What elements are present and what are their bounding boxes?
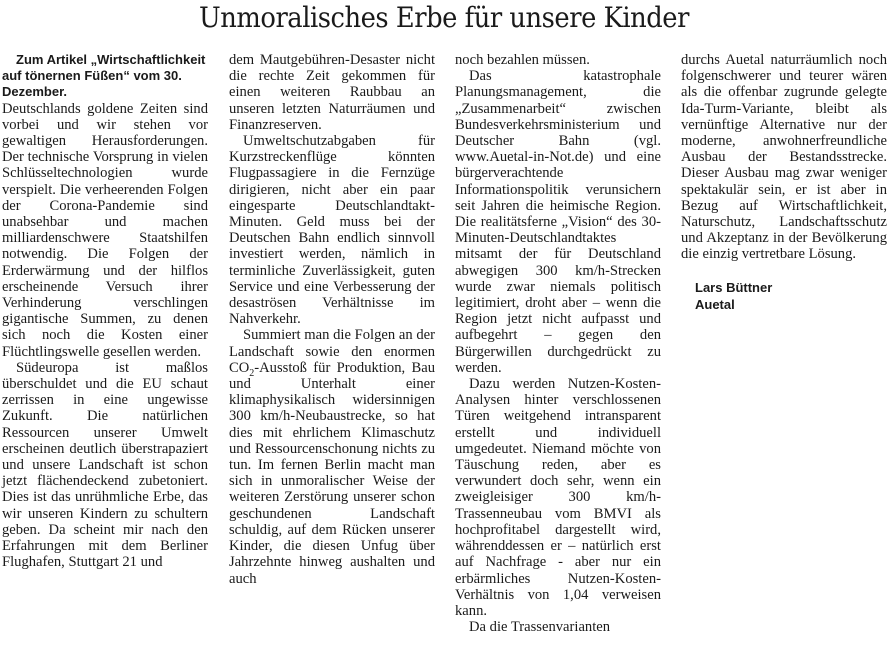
author-signature	[681, 279, 887, 313]
text-run: -Ausstoß für Produktion, Bau und Unterhalt einer klimaphysikalisch widersinnigen 300 km/h-Neubaustrecke, so hat dies mit ehrlichem Klimaschutz und Ressourcenschonung nichts zu tun. Im fernen Berlin macht man sich in unmoralischer Weise der weiteren Zerstörung unserer schon geschundenen Landschaft schuldig, auf dem Rücken unserer Kinder, die diesen Unfug über Jahrzehnte hinweg aushalten und auch	[229, 359, 435, 587]
headline: Unmoralisches Erbe für unsere Kinder	[199, 1, 689, 34]
author-place: Auetal	[695, 296, 735, 312]
lead-reference: Zum Artikel „Wirtschaftlichkeit auf tönernen Füßen“ vom 30. Dezember.	[2, 52, 206, 100]
text-run: Summiert man die Folgen an der Landschaft sowie den enormen CO	[229, 327, 435, 376]
column-3	[455, 52, 661, 635]
paragraph: durchs Auetal naturräumlich noch folgenschwerer und teurer wären als die offenbar zugrunde gelegte Ida-Turm-Variante, bleibt als vernünftige Alternative nur der moderne, anwohnerfreundliche Ausbau der Bestandsstrecke. Dieser Ausbau mag zwar weniger spektakulär sein, er ist aber in Bezug auf Wirtschaftlichkeit, Naturschutz, Landschaftsschutz und Akzeptanz in der Bevölkerung die einzig vertretbare Lösung.	[681, 52, 887, 263]
paragraph: Deutschlands goldene Zeiten sind vorbei und wir stehen vor gewaltigen Herausforderungen. Der technische Vorsprung in vielen Schlüsseltechnologien wurde verspielt. Die verheerenden Folgen der Corona-Pandemie sind unabsehbar und machen milliardenschwere Staatshilfen notwendig. Die Folgen der Erderwärmung und der hilflos erscheinende Versuch ihrer Verhinderung verschlingen gigantische Summen, zu denen sich noch die Kosten einer Flüchtlingswelle gesellen werden.	[2, 100, 208, 360]
paragraph: Da die Trassenvarianten	[469, 619, 611, 636]
column-1	[2, 52, 208, 571]
paragraph: Dazu werden Nutzen-Kosten-Analysen hinter verschlossenen Türen weitgehend intransparent erstellt und individuell umgedeutet. Niemand möchte von Täuschung reden, aber es verwundert doch sehr, wenn ein zweigleisiger 300 km/h-Trassenneubau vom BMVI als hochprofitabel dargestellt wird, währenddessen er – natürlich erst auf Nachfrage - aber nur ein erbärmliches Nutzen-Kosten-Verhältnis von 1,04 verweisen kann.	[455, 376, 661, 619]
column-2	[229, 52, 435, 587]
paragraph: Südeuropa ist maßlos überschuldet und die EU schaut zerrissen in eine ungewisse Zukunft. Die natürlichen Ressourcen unserer Umwelt erscheinen deutlich überstrapaziert und unsere Landschaft ist schon jetzt flächendeckend zubetoniert. Dies ist das unrühmliche Erbe, das wir unseren Kindern zu schultern geben. Da scheint mir nach den Erfahrungen mit dem Berliner Flughafen, Stuttgart 21 und	[2, 359, 208, 571]
paragraph	[229, 327, 435, 586]
paragraph: Umweltschutzabgaben für Kurzstreckenflüge könnten Flugpassagiere in die Fernzüge dirigieren, nicht aber ein paar eingesparte Deutschlandtakt-Minuten. Geld muss bei der Deutschen Bahn endlich sinnvoll investiert werden, nämlich in terminliche Zuverlässigkeit, guten Service und eine Verbesserung der desaströsen Verhältnisse im Nahverkehr.	[229, 133, 435, 328]
subscript-two: 2	[249, 367, 255, 379]
author-name: Lars Büttner	[695, 279, 773, 295]
paragraph: noch bezahlen müssen.	[455, 52, 590, 68]
paragraph: dem Mautgebühren-Desaster nicht die rechte Zeit gekommen für einen weiteren Raubbau an unseren letzten Naturräumen und Finanzreserven.	[229, 52, 435, 133]
column-4	[681, 52, 887, 313]
paragraph: Das katastrophale Planungsmanagement, die „Zusammenarbeit“ zwischen Bundesverkehrsministerium und Deutscher Bahn (vgl. www.Auetal-in-Not.de) und eine bürgerverachtende Informationspolitik verunsichern seit Jahren die heimische Region. Die realitätsferne „Vision“ des 30-Minuten-Deutschlandtaktes mitsamt der für Deutschland abwegigen 300 km/h-Strecken wurde zwar niemals politisch legitimiert, droht aber – wenn die Region jetzt nicht aufpasst und aufbegehrt – gegen den Bürgerwillen durchgedrückt zu werden.	[455, 68, 661, 376]
